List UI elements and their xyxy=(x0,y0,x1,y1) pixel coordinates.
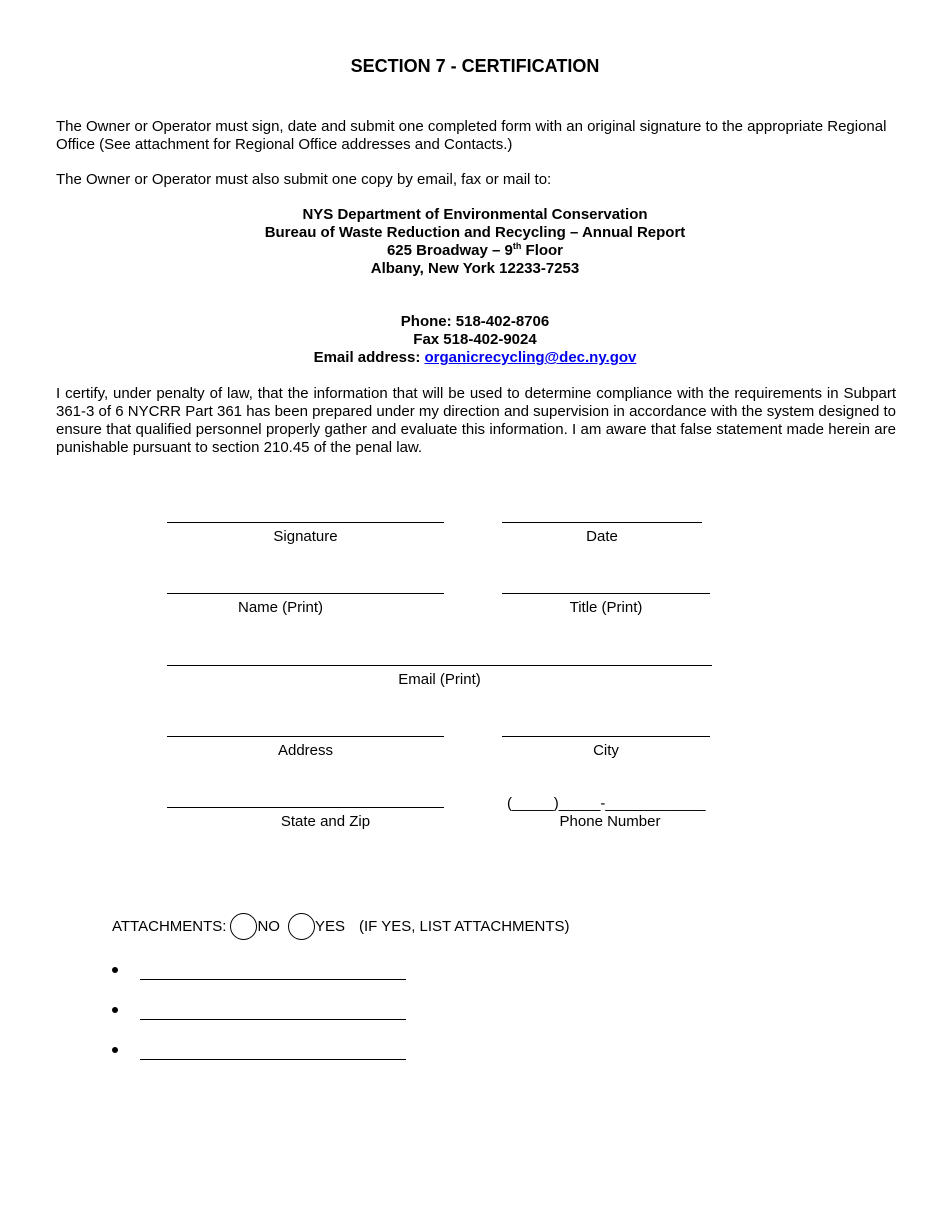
attachments-row xyxy=(112,909,570,943)
phone-number-label: Phone Number xyxy=(559,813,661,830)
attachments-note: (IF YES, LIST ATTACHMENTS) xyxy=(358,917,570,935)
attachment-item-1[interactable] xyxy=(112,963,412,983)
attachments-no-label: NO xyxy=(257,917,280,935)
signature-label: Signature xyxy=(273,528,338,545)
attachments-label: ATTACHMENTS: xyxy=(112,917,227,935)
city-field[interactable] xyxy=(502,722,710,759)
address-line-4: Albany, New York 12233-7253 xyxy=(370,260,580,277)
attachments-no-radio[interactable] xyxy=(230,913,257,940)
attachments-yes-label: YES xyxy=(314,917,345,935)
email-print-label: Email (Print) xyxy=(398,671,481,688)
email-line: Email address: organicrecycling@dec.ny.gov xyxy=(313,349,637,366)
phone-number-field[interactable]: (_____)_____-____________ xyxy=(507,795,706,812)
certification-statement: I certify, under penalty of law, that the information that will be used to determine compliance with the requirements in Subpart 361-3 of 6 NYCRR Part 361 has been prepared under my direction and supervision in accordance with the system designed to ensure that qualified personnel properly gather and evaluate this information. I am aware that false statement made herein are punishable pursuant to section 210.45 of the penal law. xyxy=(56,385,896,456)
contact-info xyxy=(0,313,950,367)
name-field[interactable] xyxy=(167,579,444,616)
signature-field[interactable] xyxy=(167,508,444,545)
mailing-address xyxy=(0,206,950,278)
state-zip-label: State and Zip xyxy=(280,813,371,830)
city-label: City xyxy=(593,742,619,759)
email-field[interactable] xyxy=(167,651,712,688)
address-label: Address xyxy=(277,742,334,759)
fax-line: Fax 518-402-9024 xyxy=(413,331,537,348)
title-field[interactable] xyxy=(502,579,710,616)
address-field[interactable] xyxy=(167,722,444,759)
email-link[interactable]: organicrecycling@dec.ny.gov xyxy=(424,349,637,366)
attachment-item-3[interactable] xyxy=(112,1043,412,1063)
attachment-item-2[interactable] xyxy=(112,1003,412,1023)
name-label: Name (Print) xyxy=(237,599,323,616)
instructions-paragraph: The Owner or Operator must sign, date and submit one completed form with an original signature to the appropriate Regional Office (See attachment for Regional Office addresses and Contacts.) xyxy=(56,118,887,153)
attachments-yes-radio[interactable] xyxy=(288,913,315,940)
address-line-2: Bureau of Waste Reduction and Recycling – Annual Report xyxy=(264,224,686,241)
state-zip-field[interactable] xyxy=(167,793,444,830)
submit-copy-paragraph: The Owner or Operator must also submit one copy by email, fax or mail to: xyxy=(56,171,552,188)
title-label: Title (Print) xyxy=(569,599,643,616)
bullet-icon xyxy=(112,1007,118,1013)
date-field[interactable] xyxy=(502,508,702,545)
bullet-icon xyxy=(112,967,118,973)
address-line-1: NYS Department of Environmental Conservation xyxy=(302,206,648,223)
bullet-icon xyxy=(112,1047,118,1053)
phone-line: Phone: 518-402-8706 xyxy=(400,313,550,330)
address-line-3: 625 Broadway – 9th Floor xyxy=(386,241,564,259)
section-title: SECTION 7 - CERTIFICATION xyxy=(350,56,600,76)
date-label: Date xyxy=(586,528,618,545)
